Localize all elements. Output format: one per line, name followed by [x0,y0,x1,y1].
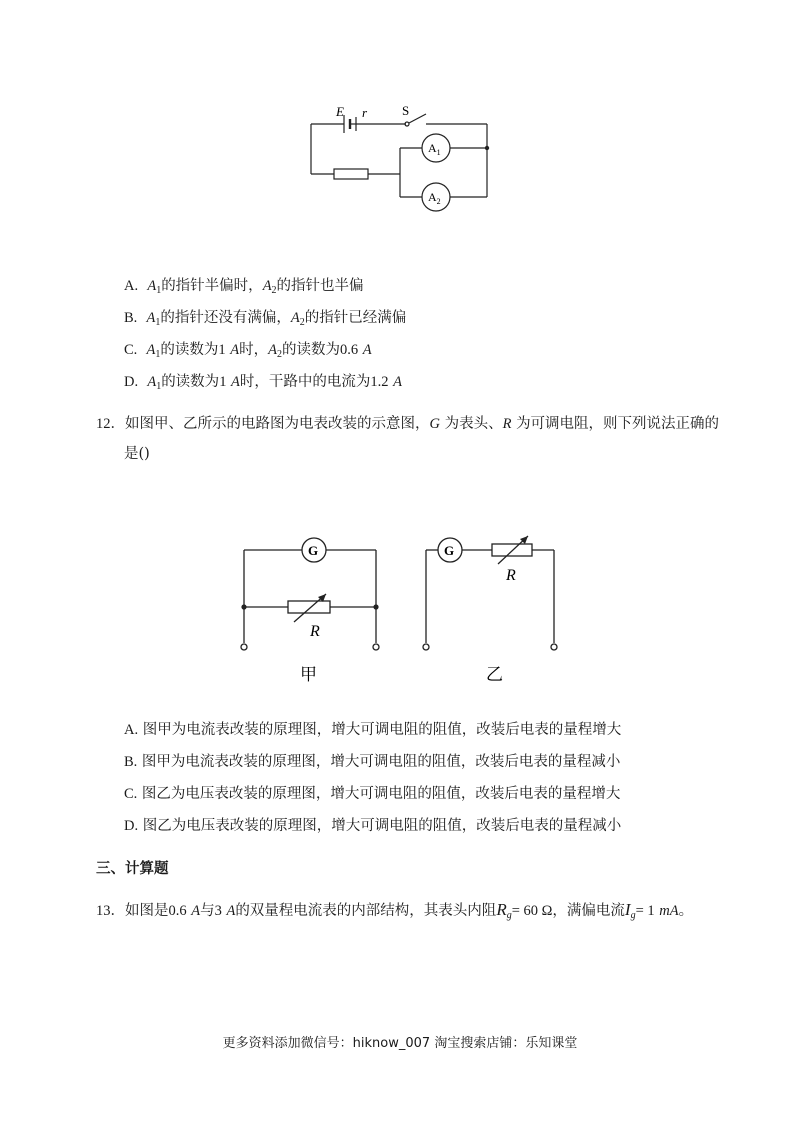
footer-text: 更多资料添加微信号：hiknow_007 淘宝搜索店铺：乐知课堂 [222,1036,578,1051]
figure-circuit-1 [300,100,500,220]
label-A1: $A_1$ [428,141,441,157]
terminal [241,644,247,650]
label-S: S [402,103,410,118]
q12-option-d: D. 图乙为电压表改装的原理图，增大可调电阻的阻值，改装后电表的量程减小 [124,818,622,834]
junction-dot [241,604,246,609]
q12-stem-line2: 是() [124,446,150,462]
label-R-jia: R [310,623,320,640]
q11-option-c: C. $A_1$的读数为1 A时，$A_2$的读数为0.6 A [124,342,372,360]
rheostat-jia [288,601,330,613]
caption-yi: 乙 [486,665,503,685]
junction-dot [485,146,489,150]
terminal [373,644,379,650]
label-R-yi: R [506,567,516,584]
label-G-jia: G [308,543,319,558]
q12-option-a: A. 图甲为电流表改装的原理图，增大可调电阻的阻值，改装后电表的量程增大 [124,722,622,738]
switch-lever [409,114,426,123]
q12-option-c: C. 图乙为电压表改装的原理图，增大可调电阻的阻值，改装后电表的量程增大 [124,786,621,802]
junction-dot [373,604,378,609]
q12-stem: 12．如图甲、乙所示的电路图为电表改装的示意图，G 为表头、R 为可调电阻，则下列说法正确的 [96,416,720,432]
label-G-yi: G [444,543,455,558]
section-heading: 三、计算题 [96,860,169,877]
figure-circuit-2 [230,530,570,690]
q13-stem: 13．如图是0.6 A与3 A的双量程电流表的内部结构，其表头内阻$R_g= 60$ Ω，满偏电流$I_g= 1$ mA。 [96,900,694,921]
label-E: E [336,104,344,119]
q12-option-b: B. 图甲为电流表改装的原理图，增大可调电阻的阻值，改装后电表的量程减小 [124,754,621,770]
label-r: r [362,105,368,120]
q11-option-a: A. $A_1$的指针半偏时，$A_2$的指针也半偏 [124,278,364,296]
rheostat-yi [492,544,532,556]
q11-option-b: B. $A_1$的指针还没有满偏，$A_2$的指针已经满偏 [124,310,407,328]
resistor [334,169,368,179]
terminal [551,644,557,650]
q11-option-d: D. $A_1$的读数为1 A时，干路中的电流为1.2 A [124,374,402,392]
label-A2: $A_2$ [428,190,441,206]
terminal [423,644,429,650]
caption-jia: 甲 [300,665,317,685]
